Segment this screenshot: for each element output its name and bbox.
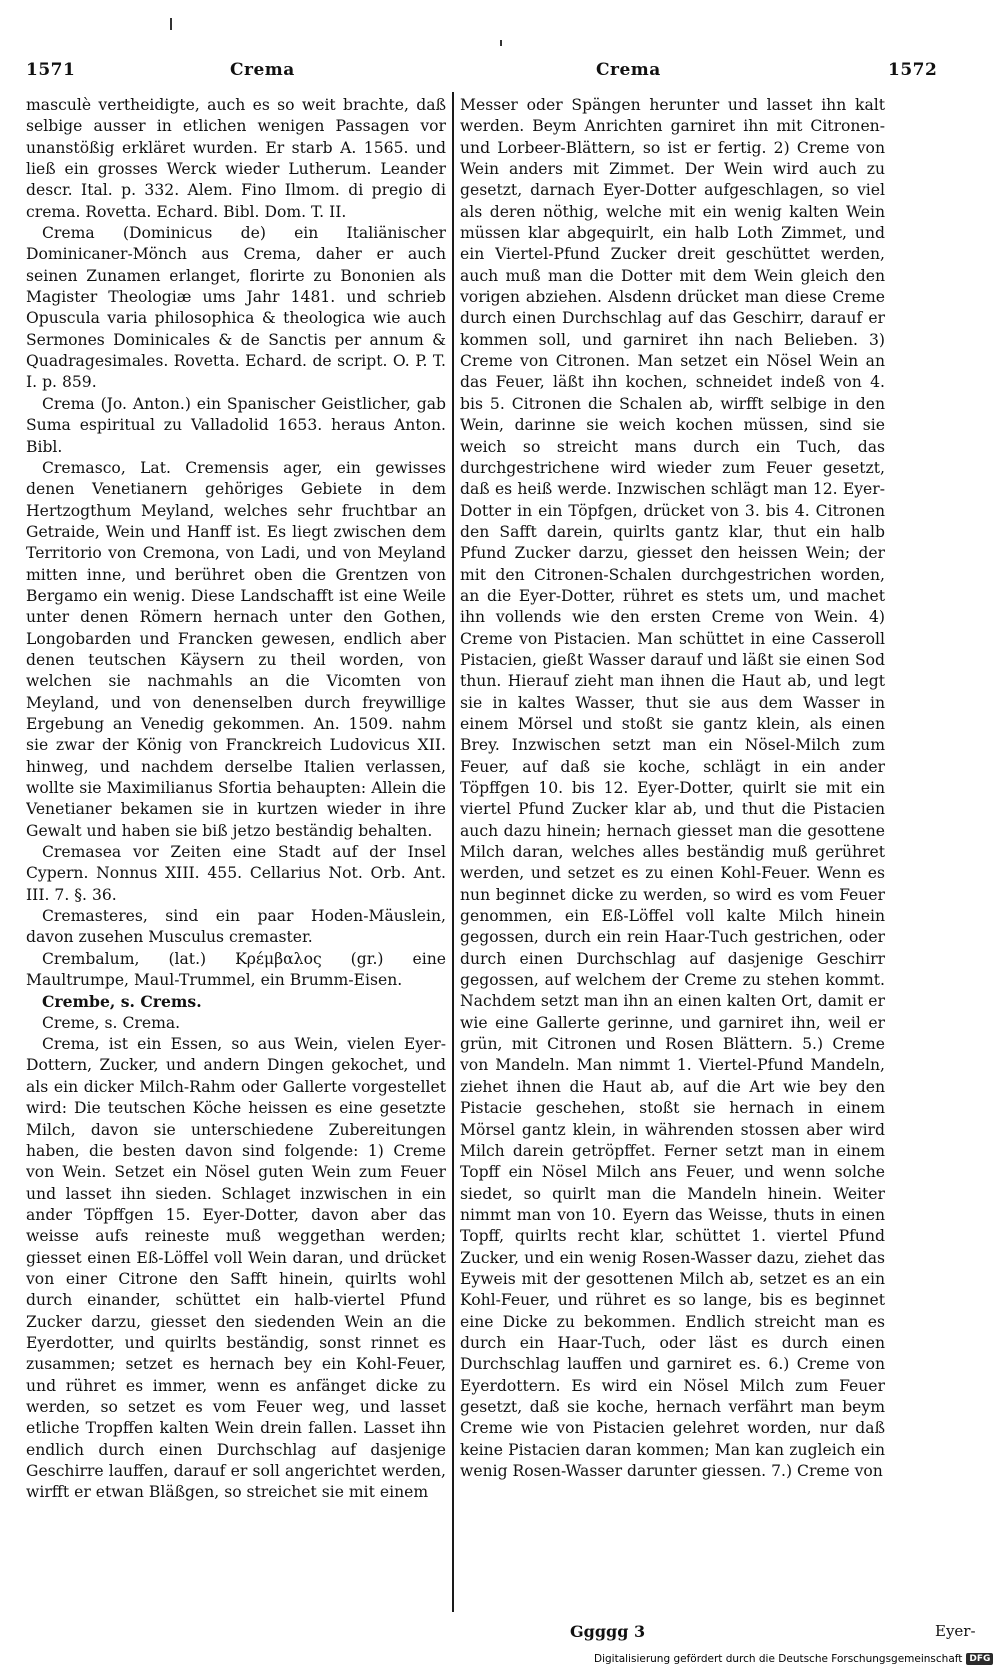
running-title-right: Crema [596, 60, 661, 80]
footer-text: Digitalisierung gefördert durch die Deutsche Forschungsgemeinschaft [594, 1653, 963, 1665]
paragraph: Messer oder Spängen herunter und lasset ihn kalt werden. Beym Anrichten garniret ihn mit Citronen-und Lorbeer-Blättern, so ist er fertig. 2) Creme von Wein anders mit Zimmet. Der Wein wird auch zu gesetzt, darnach Eyer-Dotter aufgeschlagen, so viel als deren nöthig, welche mit ein wenig kalten Wein müssen klar abgequirlt, ein halb Loth Zimmet, und ein Viertel-Pfund Zucker dreit geschüttet werden, auch muß man die Dotter mit dem Wein gleich den vorigen abziehen. Alsdenn drücket man diese Creme durch einen Durchschlag auf das Geschirr, darauf er kommen soll, und garniret ihn nach Belieben. 3) Creme von Citronen. Man setzet ein Nösel Wein an das Feuer, läßt ihn kochen, schneidet indeß von 4. bis 5. Citronen die Schalen ab, wirfft selbige in den Wein, darinne sie weich kochen müssen, sind sie weich so streicht mans durch ein Tuch, das durchgestrichene wird wieder zum Feuer gesetzt, daß es heiß werde. Inzwischen schlägt man 12. Eyer-Dotter in ein Töpfgen, drücket von 3. bis 4. Citronen den Safft darein, quirlts gantz klar, thut ein halb Pfund Zucker darzu, giesset den heissen Wein; der mit den Citronen-Schalen durchgestrichen worden, an die Eyer-Dotter, rühret es stets um, und machet ihn vollends wie den ersten Creme von Wein. 4) Creme von Pistacien. Man schüttet in eine Casseroll Pistacien, gießt Wasser darauf und läßt sie einen Sod thun. Hierauf zieht man ihnen die Haut ab, und legt sie in kaltes Wasser, thut sie aus dem Wasser in einem Mörsel und stoßt sie gantz klein, als einen Brey. Inzwischen setzt man ein Nösel-Milch zum Feuer, auf daß sie koche, schlägt in ein ander Töpffgen 10. bis 12. Eyer-Dotter, quirlt sie mit ein viertel Pfund Zucker klar ab, und thut die Pistacien auch dazu hinein; hernach giesset man die gesottene Milch daran, welches alles beständig muß gerühret werden, und setzet es zu einen Kohl-Feuer. Wenn es nun beginnet dicke zu werden, so wird es vom Feuer genommen, ein Eß-Löffel voll kalte Milch hinein gegossen, durch ein rein Haar-Tuch gestrichen, oder durch einen Durchschlag auf dasjenige Geschirr gegossen, auf welchem der Creme zu stehen kommt. Nachdem setzt man ihn an einen kalten Ort, damit er wie eine Gallerte gerinne, und garniret ihn, weil er grün, mit Citronen und Rosen Blättern. 5.) Creme von Mandeln. Man nimmt 1. Viertel-Pfund Mandeln, ziehet ihnen die Haut ab, auf die Art wie bey den Pistacie geschehen, stoßt sie hernach in einem Mörsel gantz klein, in währenden stossen aber wird Milch darein getröpffet. Ferner setzt man in einem Topff ein Nösel Milch ans Feuer, und wenn solche siedet, so quirlt man die Mandeln hinein. Weiter nimmt man von 10. Eyern das Weisse, thuts in einen Topff, quirlts recht klar, schüttet 1. viertel Pfund Zucker, und ein wenig Rosen-Wasser dazu, ziehet das Eyweis mit der gesottenen Milch ab, setzet es an ein Kohl-Feuer, und rühret es so lange, bis es beginnet eine Dicke zu bekommen. Endlich streicht man es durch ein Haar-Tuch, oder läst es durch einen Durchschlag lauffen und garniret es. 6.) Creme von Eyerdottern. Es wird ein Nösel Milch zum Feuer gesetzt, daß sie koche, hernach verfährt man beym Creme wie von Pistacien gelehret worden, nur daß keine Pistacien daran kommen; Man kan zugleich ein wenig Rosen-Wasser darunter giessen. 7.) Creme von [460, 96, 885, 1480]
paragraph: Crembalum, (lat.) Κρέμβαλος (gr.) eine Maultrumpe, Maul-Trummel, ein Brumm-Eisen. [26, 949, 446, 990]
running-title-left: Crema [230, 60, 295, 80]
paragraph: masculè vertheidigte, auch es so weit brachte, daß selbige ausser in etlichen wenigen Passagen vor unanstößig erkläret wurden. Er starb A. 1565. und ließ ein grosses Werck wieder Lutherum. Leander descr. Ital. p. 332. Alem. Fino Ilmom. di pregio di crema. Rovetta. Echard. Bibl. Dom. T. II. [26, 96, 446, 221]
scan-mark [170, 18, 172, 30]
right-column [460, 95, 885, 1595]
paragraph: Crema (Dominicus de) ein Italiänischer Dominicaner-Mönch aus Crema, daher er auch seinen Zunamen erlanget, florirte zu Bononien als Magister Theologiæ ums Jahr 1481. und schrieb Opuscula varia philosophica & theologica wie auch Sermones Dominicales & de Sanctis per annum & Quadragesimales. Rovetta. Echard. de script. O. P. T. I. p. 859. [26, 224, 446, 392]
page-number-left: 1571 [26, 60, 76, 80]
paragraph: Cremasea vor Zeiten eine Stadt auf der Insel Cypern. Nonnus XIII. 455. Cellarius Not. Orb. Ant. III. 7. §. 36. [26, 843, 446, 904]
paragraph: Crema (Jo. Anton.) ein Spanischer Geistlicher, gab Suma espiritual zu Valladolid 1653. heraus Anton. Bibl. [26, 394, 446, 456]
digitization-footer [594, 1653, 993, 1665]
scan-mark [500, 40, 502, 46]
signature-mark: Ggggg 3 [570, 1622, 646, 1641]
column-divider [452, 92, 454, 1612]
paragraph: Creme, s. Crema. [42, 1013, 181, 1032]
paragraph: Crema, ist ein Essen, so aus Wein, vielen Eyer-Dottern, Zucker, und andern Dingen gekochet, und als ein dicker Milch-Rahm oder Gallerte vorgestellet wird: Die teutschen Köche heissen es eine gesetzte Milch, davon sie unterschiedene Zubereitungen haben, die besten davon sind folgende: 1) Creme von Wein. Setzet ein Nösel guten Wein zum Feuer und lasset ihn sieden. Schlaget inzwischen in ein ander Töpffgen 15. Eyer-Dotter, davon aber das weisse aufs reineste muß weggethan werden; giesset einen Eß-Löffel voll Wein daran, und drücket von einer Citrone den Safft hinein, quirlts wohl durch einander, schüttet ein halb-viertel Pfund Zucker darzu, giesset den siedenden Wein an die Eyerdotter, und quirlts beständig, sonst rinnet es zusammen; setzet es hernach bey ein Kohl-Feuer, und rühret es immer, wenn es anfänget dicke zu werden, so setzet es vom Feuer weg, und lasset etliche Tropffen kalten Wein drein fallen. Lasset ihn endlich durch einen Durchschlag auf dasjenige Geschirre lauffen, darauf er soll angerichtet werden, wirfft er etwan Bläßgen, so streichet sie mit einem [26, 1035, 446, 1502]
paragraph: Cremasteres, sind ein paar Hoden-Mäuslein, davon zusehen Musculus cremaster. [26, 907, 446, 947]
paragraph: Cremasco, Lat. Cremensis ager, ein gewisses denen Venetianern gehöriges Gebiete in dem Hertzogthum Meyland, welches sehr fruchtbar an Getraide, Wein und Hanff ist. Es liegt zwischen dem Territorio von Cremona, von Ladi, und von Meyland mitten inne, und berühret oben die Grentzen von Bergamo ein wenig. Diese Landschafft ist eine Weile unter denen Römern hernach unter den Gothen, Longobarden und Francken gewesen, endlich aber denen teutschen Käysern zu theil worden, von welchen sie nachmahls an die Vicomten von Meyland, und von denenselben durch freywillige Ergebung an Venedig gekommen. An. 1509. nahm sie zwar der König von Franckreich Ludovicus XII. hinweg, und nachdem derselbe Italien verlassen, wollte sie Maximilianus Sfortia behaupten: Allein die Venetianer bekamen sie in kurtzen wieder in ihre Gewalt und haben sie biß jetzo beständig behalten. [26, 458, 446, 840]
catchword: Eyer- [935, 1622, 976, 1640]
left-column [26, 95, 446, 1595]
paragraph: Crembe, s. Crems. [42, 992, 202, 1012]
dfg-logo: DFG [966, 1653, 993, 1665]
page-number-right: 1572 [888, 60, 938, 80]
